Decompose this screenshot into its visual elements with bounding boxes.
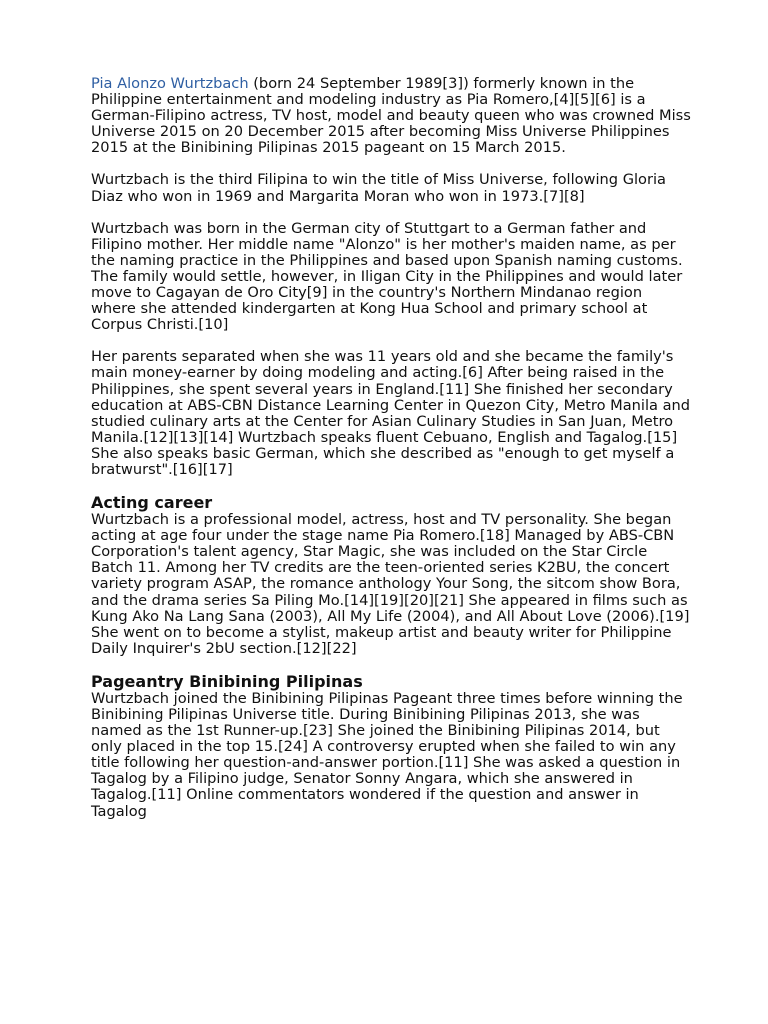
intro-text: (born 24 September 1989[3]) formerly known in the Philippine entertainment and modeling industry as Pia Romero,[4][5][6] is a German-Filipino actress, TV host, model and beauty queen who was crowned Miss Universe 2015 on 20 December 2015 after becoming Miss Universe Philippines 2015 at the Binibining Pilipinas 2015 pageant on 15 March 2015. xyxy=(91,75,691,157)
section-heading-acting-career: Acting career xyxy=(91,493,213,513)
paragraph-third-filipina: Wurtzbach is the third Filipina to win the title of Miss Universe, following Gloria Diaz who won in 1969 and Margarita Moran who won in 1973.[7][8] xyxy=(91,171,666,205)
paragraph-pageantry: Wurtzbach joined the Binibining Pilipinas Pageant three times before winning the Binibining Pilipinas Universe title. During Binibining Pilipinas 2013, she was named as the 1st Runner-up.[23] She joined the Binibining Pilipinas 2014, but only placed in the top 15.[24] A controversy erupted when she failed to win any title following her question-and-answer portion.[11] She was asked a question in Tagalog by a Filipino judge, Senator Sonny Angara, which she answered in Tagalog.[11] Online commentators wondered if the question and answer in Tagalog xyxy=(91,689,683,820)
paragraph-education: Her parents separated when she was 11 years old and she became the family's main money-earner by doing modeling and acting.[6] After being raised in the Philippines, she spent several years in England.[11] She finished her secondary education at ABS-CBN Distance Learning Center in Quezon City, Metro Manila and studied culinary arts at the Center for Asian Culinary Studies in San Juan, Metro Manila.[12][13][14] Wurtzbach speaks fluent Cebuano, English and Tagalog.[15] She also speaks basic German, which she described as "enough to get myself a bratwurst".[16][17] xyxy=(91,348,691,478)
section-heading-pageantry: Pageantry Binibining Pilipinas xyxy=(91,671,363,691)
paragraph-acting-career: Wurtzbach is a professional model, actress, host and TV personality. She began acting at age four under the stage name Pia Romero.[18] Managed by ABS-CBN Corporation's talent agency, Star Magic, she was included on the Star Circle Batch 11. Among her TV credits are the teen-oriented series K2BU, the concert variety program ASAP, the romance anthology Your Song, the sitcom show Bora, and the drama series Sa Piling Mo.[14][19][20][21] She appeared in films such as Kung Ako Na Lang Sana (2003), All My Life (2004), and All About Love (2006).[19] She went on to become a stylist, makeup artist and beauty writer for Philippine Daily Inquirer's 2bU section.[12][22] xyxy=(91,511,690,657)
subject-name-link[interactable]: Pia Alonzo Wurtzbach xyxy=(91,75,249,92)
intro-paragraph xyxy=(91,76,691,156)
article-body xyxy=(91,76,691,836)
paragraph-early-life: Wurtzbach was born in the German city of Stuttgart to a German father and Filipino mother. Her middle name "Alonzo" is her mother's maiden name, as per the naming practice in the Philippines and based upon Spanish naming customs. The family would settle, however, in Iligan City in the Philippines and would later move to Cagayan de Oro City[9] in the country's Northern Mindanao region where she attended kindergarten at Kong Hua School and primary school at Corpus Christi.[10] xyxy=(91,219,683,334)
